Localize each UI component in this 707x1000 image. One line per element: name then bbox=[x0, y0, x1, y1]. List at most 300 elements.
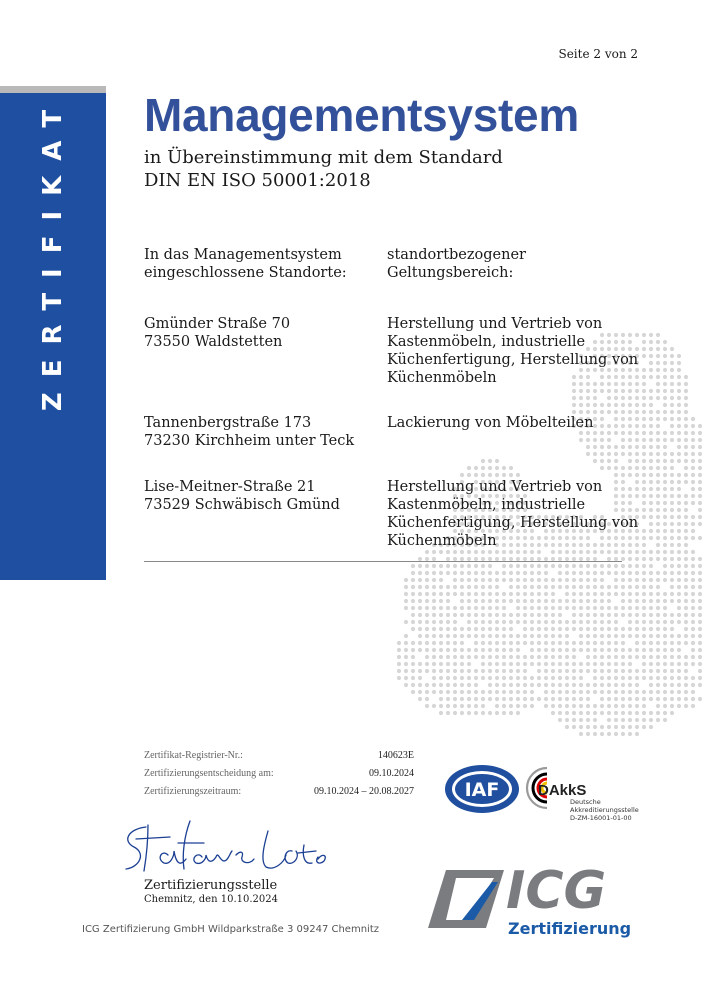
map-dot bbox=[565, 634, 569, 638]
map-dot bbox=[481, 578, 485, 582]
map-dot bbox=[474, 599, 478, 603]
map-dot bbox=[502, 473, 506, 477]
map-dot bbox=[677, 690, 681, 694]
map-dot bbox=[579, 438, 583, 442]
map-dot bbox=[670, 620, 674, 624]
map-dot bbox=[474, 473, 478, 477]
map-dot bbox=[516, 550, 520, 554]
map-dot bbox=[516, 655, 520, 659]
icg-wordmark: ICG bbox=[506, 862, 607, 921]
map-dot bbox=[684, 410, 688, 414]
map-dot bbox=[684, 550, 688, 554]
map-dot bbox=[446, 585, 450, 589]
map-dot bbox=[635, 445, 639, 449]
map-dot bbox=[579, 571, 583, 575]
map-dot bbox=[649, 529, 653, 533]
map-dot bbox=[572, 669, 576, 673]
map-dot bbox=[663, 438, 667, 442]
map-dot bbox=[600, 445, 604, 449]
map-dot bbox=[614, 571, 618, 575]
map-dot bbox=[551, 592, 555, 596]
map-dot bbox=[586, 403, 590, 407]
map-dot bbox=[607, 732, 611, 736]
map-dot bbox=[628, 655, 632, 659]
map-dot bbox=[572, 718, 576, 722]
map-dot bbox=[621, 473, 625, 477]
map-dot bbox=[432, 655, 436, 659]
map-dot bbox=[425, 655, 429, 659]
map-dot bbox=[453, 592, 457, 596]
map-dot bbox=[600, 641, 604, 645]
map-dot bbox=[502, 613, 506, 617]
map-dot bbox=[663, 431, 667, 435]
map-dot bbox=[628, 732, 632, 736]
map-dot bbox=[642, 536, 646, 540]
map-dot bbox=[481, 634, 485, 638]
map-dot bbox=[684, 613, 688, 617]
map-dot bbox=[663, 655, 667, 659]
map-dot bbox=[467, 676, 471, 680]
map-dot bbox=[684, 459, 688, 463]
map-dot bbox=[600, 690, 604, 694]
map-dot bbox=[656, 613, 660, 617]
map-dot bbox=[684, 403, 688, 407]
map-dot bbox=[586, 389, 590, 393]
map-dot bbox=[565, 683, 569, 687]
map-dot bbox=[495, 634, 499, 638]
map-dot bbox=[579, 732, 583, 736]
map-dot bbox=[600, 676, 604, 680]
map-dot bbox=[642, 375, 646, 379]
map-dot bbox=[495, 662, 499, 666]
map-dot bbox=[432, 704, 436, 708]
map-dot bbox=[642, 424, 646, 428]
map-dot bbox=[635, 732, 639, 736]
map-dot bbox=[453, 704, 457, 708]
map-dot bbox=[649, 585, 653, 589]
map-dot bbox=[656, 655, 660, 659]
map-dot bbox=[614, 669, 618, 673]
map-dot bbox=[670, 690, 674, 694]
map-dot bbox=[411, 620, 415, 624]
map-dot bbox=[516, 613, 520, 617]
map-dot bbox=[635, 564, 639, 568]
map-dot bbox=[614, 676, 618, 680]
map-dot bbox=[698, 466, 702, 470]
map-dot bbox=[635, 417, 639, 421]
map-dot bbox=[642, 627, 646, 631]
map-dot bbox=[628, 662, 632, 666]
map-dot bbox=[502, 571, 506, 575]
map-dot bbox=[509, 571, 513, 575]
map-dot bbox=[628, 592, 632, 596]
map-dot bbox=[593, 438, 597, 442]
map-dot bbox=[649, 333, 653, 337]
map-dot bbox=[642, 606, 646, 610]
map-dot bbox=[586, 641, 590, 645]
map-dot bbox=[516, 641, 520, 645]
map-dot bbox=[607, 459, 611, 463]
map-dot bbox=[642, 676, 646, 680]
map-dot bbox=[481, 676, 485, 680]
map-dot bbox=[628, 648, 632, 652]
map-dot bbox=[565, 655, 569, 659]
sites-header-line-2: eingeschlossene Standorte: bbox=[144, 265, 347, 281]
map-dot bbox=[677, 452, 681, 456]
map-dot bbox=[593, 396, 597, 400]
map-dot bbox=[481, 550, 485, 554]
map-dot bbox=[404, 641, 408, 645]
map-dot bbox=[691, 431, 695, 435]
map-dot bbox=[691, 557, 695, 561]
map-dot bbox=[446, 690, 450, 694]
map-dot bbox=[698, 634, 702, 638]
map-dot bbox=[516, 690, 520, 694]
map-dot bbox=[488, 641, 492, 645]
map-dot bbox=[628, 396, 632, 400]
map-dot bbox=[607, 690, 611, 694]
map-dot bbox=[544, 606, 548, 610]
map-dot bbox=[663, 634, 667, 638]
map-dot bbox=[425, 571, 429, 575]
map-dot bbox=[698, 655, 702, 659]
map-dot bbox=[593, 662, 597, 666]
signature-place-date: Chemnitz, den 10.10.2024 bbox=[144, 894, 278, 905]
map-dot bbox=[663, 697, 667, 701]
map-dot bbox=[558, 564, 562, 568]
map-dot bbox=[425, 613, 429, 617]
map-dot bbox=[621, 550, 625, 554]
map-dot bbox=[649, 655, 653, 659]
map-dot bbox=[691, 564, 695, 568]
map-dot bbox=[649, 375, 653, 379]
map-dot bbox=[432, 641, 436, 645]
map-dot bbox=[600, 662, 604, 666]
map-dot bbox=[656, 438, 660, 442]
map-dot bbox=[614, 473, 618, 477]
map-dot bbox=[614, 578, 618, 582]
map-dot bbox=[684, 480, 688, 484]
map-dot bbox=[691, 452, 695, 456]
map-dot bbox=[677, 683, 681, 687]
map-dot bbox=[663, 676, 667, 680]
map-dot bbox=[656, 662, 660, 666]
map-dot bbox=[418, 599, 422, 603]
map-dot bbox=[677, 599, 681, 603]
map-dot bbox=[425, 599, 429, 603]
map-dot bbox=[516, 648, 520, 652]
map-dot bbox=[635, 718, 639, 722]
map-dot bbox=[691, 606, 695, 610]
map-dot bbox=[565, 627, 569, 631]
map-dot bbox=[670, 347, 674, 351]
map-dot bbox=[656, 529, 660, 533]
map-dot bbox=[474, 690, 478, 694]
map-dot bbox=[600, 606, 604, 610]
map-dot bbox=[670, 571, 674, 575]
map-dot bbox=[642, 655, 646, 659]
map-dot bbox=[642, 725, 646, 729]
map-dot bbox=[593, 641, 597, 645]
map-dot bbox=[635, 403, 639, 407]
map-dot bbox=[677, 473, 681, 477]
map-dot bbox=[425, 585, 429, 589]
map-dot bbox=[425, 634, 429, 638]
map-dot bbox=[607, 613, 611, 617]
map-dot bbox=[663, 459, 667, 463]
map-dot bbox=[621, 396, 625, 400]
map-dot bbox=[565, 578, 569, 582]
map-dot bbox=[579, 683, 583, 687]
map-dot bbox=[684, 431, 688, 435]
map-dot bbox=[509, 676, 513, 680]
map-dot bbox=[474, 711, 478, 715]
map-dot bbox=[544, 690, 548, 694]
map-dot bbox=[467, 606, 471, 610]
site-scope bbox=[387, 414, 593, 432]
map-dot bbox=[663, 718, 667, 722]
map-dot bbox=[439, 599, 443, 603]
map-dot bbox=[628, 697, 632, 701]
map-dot bbox=[404, 599, 408, 603]
map-dot bbox=[586, 655, 590, 659]
sites-header bbox=[144, 246, 347, 282]
map-dot bbox=[656, 634, 660, 638]
map-dot bbox=[544, 655, 548, 659]
map-dot bbox=[439, 648, 443, 652]
map-dot bbox=[677, 459, 681, 463]
map-dot bbox=[488, 550, 492, 554]
map-dot bbox=[621, 578, 625, 582]
map-dot bbox=[432, 571, 436, 575]
map-dot bbox=[572, 627, 576, 631]
map-dot bbox=[565, 648, 569, 652]
map-dot bbox=[411, 655, 415, 659]
map-dot bbox=[572, 564, 576, 568]
map-dot bbox=[628, 389, 632, 393]
map-dot bbox=[572, 396, 576, 400]
map-dot bbox=[523, 641, 527, 645]
map-dot bbox=[530, 599, 534, 603]
map-dot bbox=[453, 585, 457, 589]
map-dot bbox=[488, 669, 492, 673]
map-dot bbox=[502, 599, 506, 603]
map-dot bbox=[586, 669, 590, 673]
map-dot bbox=[460, 704, 464, 708]
map-dot bbox=[586, 627, 590, 631]
map-dot bbox=[670, 361, 674, 365]
map-dot bbox=[614, 697, 618, 701]
map-dot bbox=[670, 662, 674, 666]
map-dot bbox=[642, 466, 646, 470]
map-dot bbox=[677, 571, 681, 575]
map-dot bbox=[649, 634, 653, 638]
map-dot bbox=[670, 459, 674, 463]
map-dot bbox=[684, 557, 688, 561]
map-dot bbox=[593, 403, 597, 407]
map-dot bbox=[467, 592, 471, 596]
map-dot bbox=[656, 452, 660, 456]
map-dot bbox=[670, 410, 674, 414]
map-dot bbox=[642, 410, 646, 414]
map-dot bbox=[663, 522, 667, 526]
map-dot bbox=[558, 606, 562, 610]
map-dot bbox=[425, 606, 429, 610]
map-dot bbox=[698, 501, 702, 505]
map-dot bbox=[467, 704, 471, 708]
map-dot bbox=[579, 690, 583, 694]
map-dot bbox=[537, 613, 541, 617]
map-dot bbox=[684, 375, 688, 379]
map-dot bbox=[523, 550, 527, 554]
map-dot bbox=[614, 389, 618, 393]
map-dot bbox=[565, 641, 569, 645]
map-dot bbox=[635, 578, 639, 582]
map-dot bbox=[670, 424, 674, 428]
map-dot bbox=[656, 389, 660, 393]
map-dot bbox=[656, 487, 660, 491]
map-dot bbox=[460, 606, 464, 610]
map-dot bbox=[474, 655, 478, 659]
map-dot bbox=[537, 571, 541, 575]
map-dot bbox=[642, 718, 646, 722]
map-dot bbox=[467, 599, 471, 603]
map-dot bbox=[446, 564, 450, 568]
map-dot bbox=[474, 606, 478, 610]
map-dot bbox=[502, 578, 506, 582]
map-dot bbox=[607, 676, 611, 680]
map-dot bbox=[614, 424, 618, 428]
map-dot bbox=[670, 522, 674, 526]
map-dot bbox=[614, 634, 618, 638]
map-dot bbox=[544, 620, 548, 624]
map-dot bbox=[607, 424, 611, 428]
map-dot bbox=[537, 683, 541, 687]
map-dot bbox=[418, 648, 422, 652]
map-dot bbox=[698, 599, 702, 603]
map-dot bbox=[411, 599, 415, 603]
map-dot bbox=[516, 711, 520, 715]
map-dot bbox=[481, 711, 485, 715]
map-dot bbox=[530, 620, 534, 624]
map-dot bbox=[544, 627, 548, 631]
map-dot bbox=[474, 634, 478, 638]
map-dot bbox=[404, 676, 408, 680]
map-dot bbox=[607, 606, 611, 610]
map-dot bbox=[642, 403, 646, 407]
signature bbox=[118, 815, 328, 880]
map-dot bbox=[607, 550, 611, 554]
map-dot bbox=[537, 550, 541, 554]
map-dot bbox=[551, 648, 555, 652]
map-dot bbox=[670, 676, 674, 680]
map-dot bbox=[607, 662, 611, 666]
map-dot bbox=[684, 690, 688, 694]
map-dot bbox=[614, 585, 618, 589]
map-dot bbox=[411, 564, 415, 568]
map-dot bbox=[523, 578, 527, 582]
map-dot bbox=[572, 683, 576, 687]
map-dot bbox=[572, 662, 576, 666]
map-dot bbox=[586, 718, 590, 722]
map-dot bbox=[656, 683, 660, 687]
map-dot bbox=[635, 466, 639, 470]
map-dot bbox=[502, 550, 506, 554]
map-dot bbox=[579, 550, 583, 554]
map-dot bbox=[530, 676, 534, 680]
map-dot bbox=[488, 564, 492, 568]
map-dot bbox=[544, 578, 548, 582]
map-dot bbox=[474, 683, 478, 687]
map-dot bbox=[558, 711, 562, 715]
map-dot bbox=[691, 417, 695, 421]
map-dot bbox=[446, 669, 450, 673]
map-dot bbox=[642, 669, 646, 673]
map-dot bbox=[663, 599, 667, 603]
map-dot bbox=[418, 669, 422, 673]
map-dot bbox=[642, 515, 646, 519]
map-dot bbox=[509, 669, 513, 673]
map-dot bbox=[558, 578, 562, 582]
map-dot bbox=[495, 606, 499, 610]
map-dot bbox=[516, 578, 520, 582]
map-dot bbox=[558, 697, 562, 701]
map-dot bbox=[446, 599, 450, 603]
map-dot bbox=[635, 641, 639, 645]
map-dot bbox=[523, 634, 527, 638]
map-dot bbox=[628, 669, 632, 673]
map-dot bbox=[663, 564, 667, 568]
map-dot bbox=[481, 655, 485, 659]
map-dot bbox=[698, 522, 702, 526]
map-dot bbox=[432, 648, 436, 652]
map-dot bbox=[530, 662, 534, 666]
map-dot bbox=[635, 557, 639, 561]
map-dot bbox=[649, 452, 653, 456]
map-dot bbox=[698, 676, 702, 680]
map-dot bbox=[628, 564, 632, 568]
map-dot bbox=[621, 634, 625, 638]
map-dot bbox=[530, 697, 534, 701]
map-dot bbox=[684, 627, 688, 631]
map-dot bbox=[509, 599, 513, 603]
map-dot bbox=[481, 473, 485, 477]
map-dot bbox=[663, 508, 667, 512]
map-dot bbox=[565, 725, 569, 729]
map-dot bbox=[502, 669, 506, 673]
map-dot bbox=[460, 599, 464, 603]
map-dot bbox=[488, 655, 492, 659]
map-dot bbox=[509, 585, 513, 589]
map-dot bbox=[516, 620, 520, 624]
map-dot bbox=[467, 613, 471, 617]
map-dot bbox=[677, 655, 681, 659]
map-dot bbox=[663, 606, 667, 610]
map-dot bbox=[614, 655, 618, 659]
map-dot bbox=[684, 571, 688, 575]
map-dot bbox=[621, 571, 625, 575]
map-dot bbox=[418, 662, 422, 666]
map-dot bbox=[628, 403, 632, 407]
map-dot bbox=[418, 641, 422, 645]
map-dot bbox=[600, 438, 604, 442]
map-dot bbox=[418, 578, 422, 582]
map-dot bbox=[607, 683, 611, 687]
map-dot bbox=[481, 704, 485, 708]
map-dot bbox=[579, 725, 583, 729]
map-dot bbox=[488, 606, 492, 610]
map-dot bbox=[488, 592, 492, 596]
